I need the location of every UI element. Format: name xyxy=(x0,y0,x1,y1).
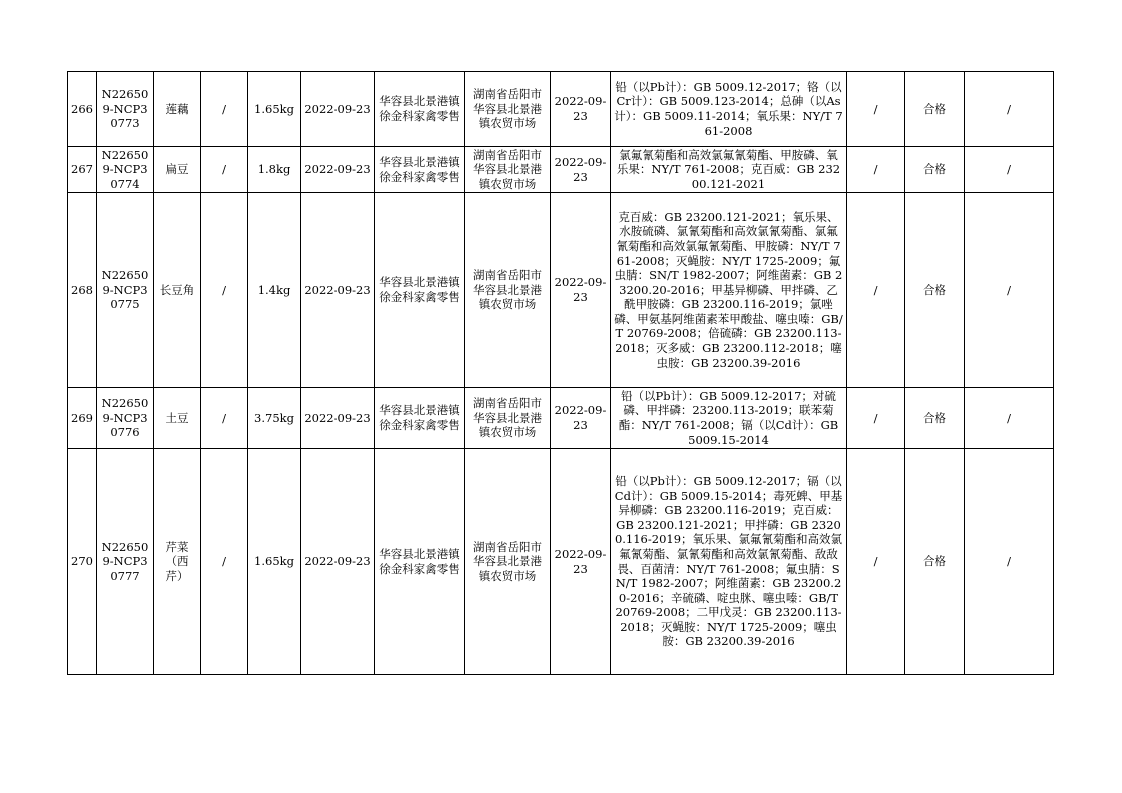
sample-code: N226509-NCP30774 xyxy=(97,147,154,193)
production-date: 2022-09-23 xyxy=(551,193,611,388)
spec-cell: / xyxy=(201,72,248,147)
spec-cell: / xyxy=(201,193,248,388)
result-badge: 合格 xyxy=(905,388,965,449)
table-row xyxy=(68,72,1054,147)
seller-name: 华容县北景港镇徐金科家禽零售 xyxy=(375,449,465,675)
sample-name: 芹菜（西芹） xyxy=(154,449,201,675)
table-row xyxy=(68,449,1054,675)
row-number: 270 xyxy=(68,449,97,675)
sample-code: N226509-NCP30777 xyxy=(97,449,154,675)
remarks-cell: / xyxy=(965,193,1054,388)
table-row xyxy=(68,147,1054,193)
remarks-cell: / xyxy=(965,388,1054,449)
sampling-date: 2022-09-23 xyxy=(301,449,375,675)
market-address: 湖南省岳阳市华容县北景港镇农贸市场 xyxy=(465,147,551,193)
seller-name: 华容县北景港镇徐金科家禽零售 xyxy=(375,388,465,449)
seller-name: 华容县北景港镇徐金科家禽零售 xyxy=(375,193,465,388)
market-address: 湖南省岳阳市华容县北景港镇农贸市场 xyxy=(465,72,551,147)
row-number: 267 xyxy=(68,147,97,193)
sample-name: 土豆 xyxy=(154,388,201,449)
unqualified-items-cell: / xyxy=(847,449,905,675)
sample-code: N226509-NCP30776 xyxy=(97,388,154,449)
remarks-cell: / xyxy=(965,72,1054,147)
sampling-date: 2022-09-23 xyxy=(301,193,375,388)
remarks-cell: / xyxy=(965,147,1054,193)
market-address: 湖南省岳阳市华容县北景港镇农贸市场 xyxy=(465,388,551,449)
sampling-date: 2022-09-23 xyxy=(301,147,375,193)
spec-cell: / xyxy=(201,449,248,675)
sampling-date: 2022-09-23 xyxy=(301,72,375,147)
test-basis: 克百威：GB 23200.121-2021；氧乐果、水胺硫磷、氯氰菊酯和高效氯氰菊酯、氯氟氰菊酯和高效氯氟氰菊酯、甲胺磷：NY/T 761-2008；灭蝇胺：NY/T 1725-2009；氟虫腈：SN/T 1982-2007；阿维菌素：GB 23200.20-2016；甲基异柳磷、甲拌磷、乙酰甲胺磷：GB 23200.116-2019；氯唑磷、甲氨基阿维菌素苯甲酸盐、噻虫嗪：GB/T 20769-2008；倍硫磷：GB 23200.113-2018；灭多威：GB 23200.112-2018；噻虫胺：GB 23200.39-2016 xyxy=(611,193,847,388)
unqualified-items-cell: / xyxy=(847,72,905,147)
market-address: 湖南省岳阳市华容县北景港镇农贸市场 xyxy=(465,449,551,675)
sample-quantity: 1.65kg xyxy=(248,449,301,675)
sampling-date: 2022-09-23 xyxy=(301,388,375,449)
row-number: 266 xyxy=(68,72,97,147)
result-badge: 合格 xyxy=(905,193,965,388)
result-badge: 合格 xyxy=(905,147,965,193)
production-date: 2022-09-23 xyxy=(551,388,611,449)
test-basis: 铅（以Pb计）：GB 5009.12-2017；对硫磷、甲拌磷：23200.113-2019；联苯菊酯：NY/T 761-2008；镉（以Cd计）：GB 5009.15-2014 xyxy=(611,388,847,449)
result-badge: 合格 xyxy=(905,449,965,675)
table-row xyxy=(68,193,1054,388)
seller-name: 华容县北景港镇徐金科家禽零售 xyxy=(375,147,465,193)
remarks-cell: / xyxy=(965,449,1054,675)
result-badge: 合格 xyxy=(905,72,965,147)
row-number: 269 xyxy=(68,388,97,449)
production-date: 2022-09-23 xyxy=(551,72,611,147)
unqualified-items-cell: / xyxy=(847,388,905,449)
sample-name: 莲藕 xyxy=(154,72,201,147)
sample-code: N226509-NCP30775 xyxy=(97,193,154,388)
test-basis: 铅（以Pb计）：GB 5009.12-2017；镉（以Cd计）：GB 5009.15-2014；毒死蜱、甲基异柳磷：GB 23200.116-2019；克百威：GB 23200.121-2021；甲拌磷：GB 23200.116-2019；氧乐果、氯氟氰菊酯和高效氯氟氰菊酯、氯氰菊酯和高效氯氰菊酯、敌敌畏、百菌清：NY/T 761-2008；氟虫腈：SN/T 1982-2007；阿维菌素：GB 23200.20-2016；辛硫磷、啶虫脒、噻虫嗪：GB/T 20769-2008；二甲戊灵：GB 23200.113-2018；灭蝇胺：NY/T 1725-2009；噻虫胺：GB 23200.39-2016 xyxy=(611,449,847,675)
sample-quantity: 1.65kg xyxy=(248,72,301,147)
production-date: 2022-09-23 xyxy=(551,147,611,193)
spec-cell: / xyxy=(201,388,248,449)
market-address: 湖南省岳阳市华容县北景港镇农贸市场 xyxy=(465,193,551,388)
sample-quantity: 3.75kg xyxy=(248,388,301,449)
row-number: 268 xyxy=(68,193,97,388)
production-date: 2022-09-23 xyxy=(551,449,611,675)
unqualified-items-cell: / xyxy=(847,193,905,388)
test-basis: 氯氟氰菊酯和高效氯氟氰菊酯、甲胺磷、氧乐果：NY/T 761-2008；克百威：GB 23200.121-2021 xyxy=(611,147,847,193)
spec-cell: / xyxy=(201,147,248,193)
seller-name: 华容县北景港镇徐金科家禽零售 xyxy=(375,72,465,147)
inspection-results-table xyxy=(67,71,1054,675)
unqualified-items-cell: / xyxy=(847,147,905,193)
table-row xyxy=(68,388,1054,449)
sample-name: 长豆角 xyxy=(154,193,201,388)
sample-quantity: 1.8kg xyxy=(248,147,301,193)
sample-quantity: 1.4kg xyxy=(248,193,301,388)
test-basis: 铅（以Pb计）：GB 5009.12-2017；铬（以Cr计）：GB 5009.123-2014；总砷（以As计）：GB 5009.11-2014；氧乐果：NY/T 761-2008 xyxy=(611,72,847,147)
sample-code: N226509-NCP30773 xyxy=(97,72,154,147)
sample-name: 扁豆 xyxy=(154,147,201,193)
